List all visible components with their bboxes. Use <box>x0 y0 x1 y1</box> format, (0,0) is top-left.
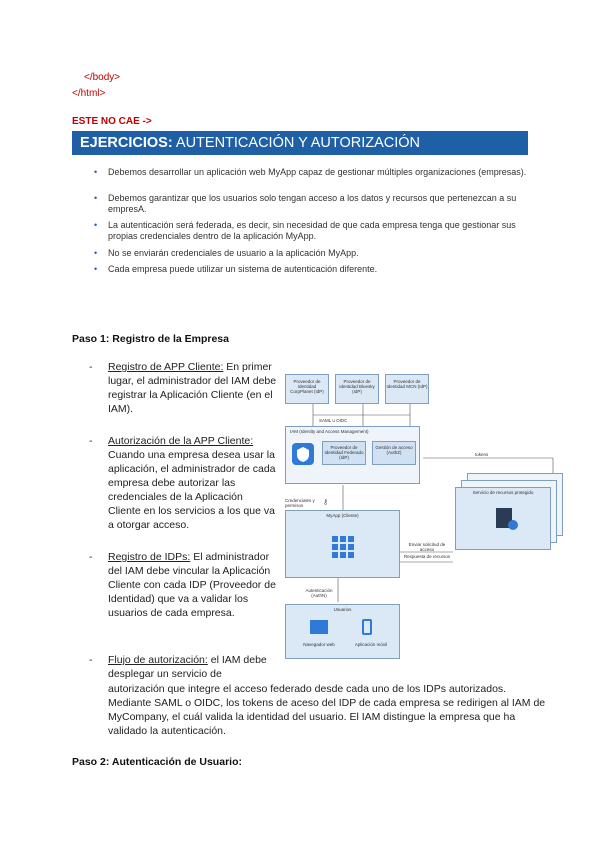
iam-auth-box: Gestión de acceso (AuthZ) <box>372 441 416 465</box>
banner-rest: AUTENTICACIÓN Y AUTORIZACIÓN <box>172 135 421 151</box>
paso1-heading: Paso 1: Registro de la Empresa <box>72 333 229 345</box>
request-label: Enviar solicitud de acceso <box>408 542 446 552</box>
architecture-diagram <box>283 370 565 667</box>
monitor-icon <box>310 620 328 634</box>
users-box: Usuarios Navegador web Aplicación móvil <box>285 604 400 659</box>
idp-box-1: Proveedor de Identidad CorpPlanet (IdP) <box>285 374 329 404</box>
paso2-heading: Paso 2: Autenticación de Usuario: <box>72 756 242 768</box>
response-label: Respuesta de recursos <box>403 554 451 559</box>
mobile-label: Aplicación móvil <box>354 642 388 647</box>
saml-label: SAML u OIDC <box>319 418 348 423</box>
idp-box-2: Proveedor de Identidad Bluesky (IdP) <box>335 374 379 404</box>
code-body-close: </body> <box>84 72 121 83</box>
shield-icon <box>292 443 314 465</box>
myapp-box: MyApp (Cliente) <box>285 510 400 578</box>
grid-icon <box>332 536 354 558</box>
tokens-label: tokens <box>475 452 489 457</box>
red-heading: ESTE NO CAE -> <box>72 116 152 127</box>
phone-icon <box>362 619 372 635</box>
banner-bold: EJERCICIOS: <box>80 135 173 151</box>
service-box: Servicio de recursos protegido <box>455 487 551 550</box>
authn-label: Autenticación (AuthN) <box>305 588 333 598</box>
idp-box-3: Proveedor de Identidad MCN (IdP) <box>385 374 429 404</box>
flow-continuation: autorización que integre el acceso federado desde cada uno de los IDPs autorizados. Mediante SAML o OIDC, los tokens de aceso del IDP de cada empresa se redirigen al IAM de MyCompany, el cuál valida la identidad del usuario. El IAM distingue la empresa que ha validado la autenticación. <box>108 683 546 737</box>
code-html-close: </html> <box>72 88 106 99</box>
exercise-banner <box>72 131 528 155</box>
globe-icon <box>508 520 518 530</box>
key-icon: ⚷ <box>323 499 329 506</box>
creds-label: Credenciales y permisos <box>285 498 315 508</box>
iam-idp-box: Proveedor de Identidad Federado (IdP) <box>322 441 366 465</box>
iam-box: IAM (Identity and Access Management) Proveedor de Identidad Federado (IdP) Gestión de acceso (AuthZ) <box>285 426 420 484</box>
web-label: Navegador web <box>303 642 335 647</box>
